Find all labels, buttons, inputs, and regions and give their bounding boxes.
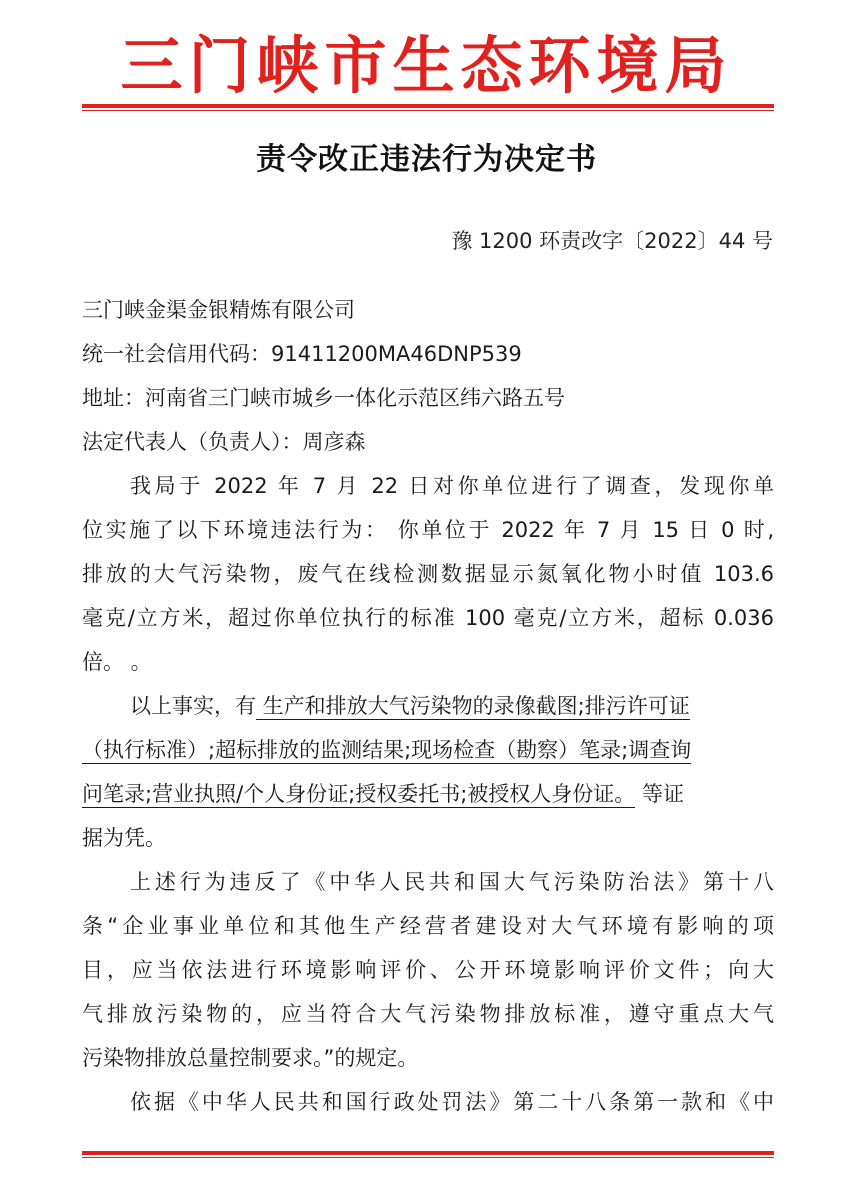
violation-line: 条“企业事业单位和其他生产经营者建设对大气环境有影响的项 bbox=[82, 914, 774, 938]
investigation-line: 倍。 。 bbox=[82, 650, 152, 674]
investigation-line: 我局于 2022 年 7 月 22 日对你单位进行了调查，发现你单 bbox=[130, 474, 774, 498]
violation-line: 污染物排放总量控制要求。”的规定。 bbox=[82, 1046, 419, 1070]
footer-rule-thick bbox=[82, 1151, 774, 1155]
evidence-line bbox=[82, 684, 774, 728]
evidence-line bbox=[82, 772, 774, 816]
document-body bbox=[82, 288, 774, 1124]
violation-line: 气排放污染物的，应当符合大气污染物排放标准，遵守重点大气 bbox=[82, 1002, 774, 1026]
footer-rule-thin bbox=[82, 1157, 774, 1158]
evidence-list: 问笔录;营业执照/个人身份证;授权委托书;被授权人身份证。 bbox=[82, 782, 636, 806]
basis-line: 依据《中华人民共和国行政处罚法》第二十八条第一款和《中 bbox=[130, 1090, 774, 1114]
legal-representative: 法定代表人（负责人）：周彦森 bbox=[82, 430, 366, 454]
investigation-line: 毫克/立方米，超过你单位执行的标准 100 毫克/立方米，超标 0.036 bbox=[82, 606, 774, 630]
violation-line: 目，应当依法进行环境影响评价、公开环境影响评价文件；向大 bbox=[82, 958, 774, 982]
header-rule-thick bbox=[82, 104, 774, 108]
document-title: 责令改正违法行为决定书 bbox=[256, 142, 597, 177]
document-number: 豫 1200 环责改字〔2022〕44 号 bbox=[451, 229, 773, 253]
credit-code: 统一社会信用代码：91411200MA46DNP539 bbox=[82, 342, 522, 366]
company-name: 三门峡金渠金银精炼有限公司 bbox=[82, 298, 355, 322]
header-rule-thin bbox=[82, 110, 774, 111]
evidence-prefix: 以上事实，有 bbox=[130, 694, 256, 718]
address: 地址：河南省三门峡市城乡一体化示范区纬六路五号 bbox=[82, 386, 565, 410]
evidence-line: 据为凭。 bbox=[82, 826, 166, 850]
agency-name: 三门峡市生态环境局 bbox=[120, 29, 733, 102]
evidence-list: 生产和排放大气污染物的录像截图;排污许可证 bbox=[256, 694, 690, 718]
evidence-list: （执行标准）;超标排放的监测结果;现场检查（勘察）笔录;调查询 bbox=[82, 738, 692, 762]
investigation-line: 位实施了以下环境违法行为： 你单位于 2022 年 7 月 15 日 0 时, bbox=[82, 518, 774, 542]
evidence-line bbox=[82, 728, 774, 772]
investigation-line: 排放的大气污染物，废气在线检测数据显示氮氧化物小时值 103.6 bbox=[82, 562, 774, 586]
evidence-suffix: 等证 bbox=[635, 782, 684, 806]
violation-line: 上述行为违反了《中华人民共和国大气污染防治法》第十八 bbox=[130, 870, 774, 894]
